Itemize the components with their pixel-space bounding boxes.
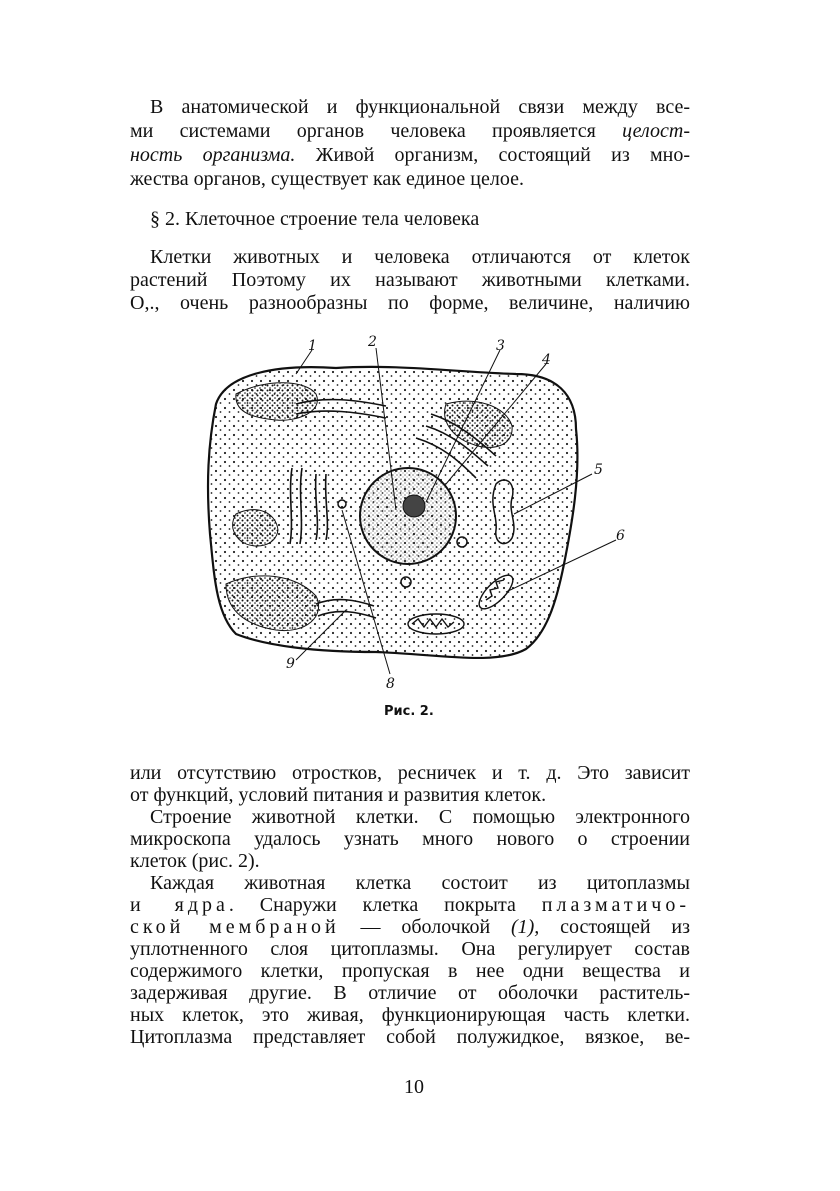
spaced-term: и ядра [130,894,229,916]
paragraph1-line3 [130,144,690,166]
section-heading: § 2. Клеточное строение тела человека [150,208,480,230]
label-4: 4 [542,352,551,368]
paragraph1-line1: В анатомической и функциональной связи между все- [150,96,690,118]
paragraph5-line4: уплотненного слоя цитоплазмы. Она регулирует состав [130,938,690,960]
cell-diagram-figure [196,334,628,724]
label-6: 6 [616,528,625,544]
text-span: — оболочкой [339,916,511,938]
paragraph3-line2: от функций, условий питания и развития клеток. [130,784,547,806]
text-span: ми системами органов человека проявляется [130,120,623,142]
paragraph5-line1: Каждая животная клетка состоит из цитоплазмы [150,872,690,894]
label-9: 9 [286,656,295,672]
italic-term: ность организма. [130,144,296,166]
page-number: 10 [404,1076,424,1098]
paragraph1-line4: жества органов, существует как единое целое. [130,168,524,190]
text-span: . Снаружи клетка покрыта [228,894,542,916]
paragraph2-line3: О,., очень разнообразны по форме, величине, наличию [130,292,690,314]
paragraph5-line8: Цитоплазма представляет собой полужидкое, вязкое, ве- [130,1026,690,1048]
label-3: 3 [496,338,505,354]
paragraph4-line1: Строение животной клетки. С помощью электронного [150,806,690,828]
paragraph5-line7: ных клеток, это живая, функционирующая часть клетки. [130,1004,690,1026]
italic-term: целост- [622,120,690,142]
label-8: 8 [386,676,395,692]
paragraph4-line2: микроскопа удалось узнать много нового о строении [130,828,690,850]
paragraph1-line2 [130,120,690,142]
nucleus [360,468,456,564]
paragraph2-line1: Клетки животных и человека отличаются от клеток [150,246,690,268]
text-span: Живой организм, состоящий из мно- [295,144,690,166]
paragraph5-line2 [130,894,690,916]
label-2: 2 [368,334,377,350]
paragraph5-line6: задерживая другие. В отличие от оболочки раститель- [130,982,690,1004]
paragraph5-line5: содержимого клетки, пропуская в нее одни вещества и [130,960,690,982]
spaced-term: ской мембраной [130,916,340,938]
text-span: состоящей из [539,916,690,938]
paragraph3-line1: или отсутствию отростков, ресничек и т. д. Это зависит [130,762,690,784]
nucleolus [403,495,425,517]
italic-term: (1), [510,916,540,938]
paragraph5-line3 [130,916,690,938]
animal-cell-illustration [196,334,628,724]
label-1: 1 [308,338,317,354]
figure-caption: Рис. 2. [384,704,434,719]
spaced-term: плазматичо- [541,894,690,916]
paragraph2-line2: растений Поэтому их называют животными клетками. [130,269,690,291]
label-5: 5 [594,462,603,478]
paragraph4-line3: клеток (рис. 2). [130,850,260,872]
